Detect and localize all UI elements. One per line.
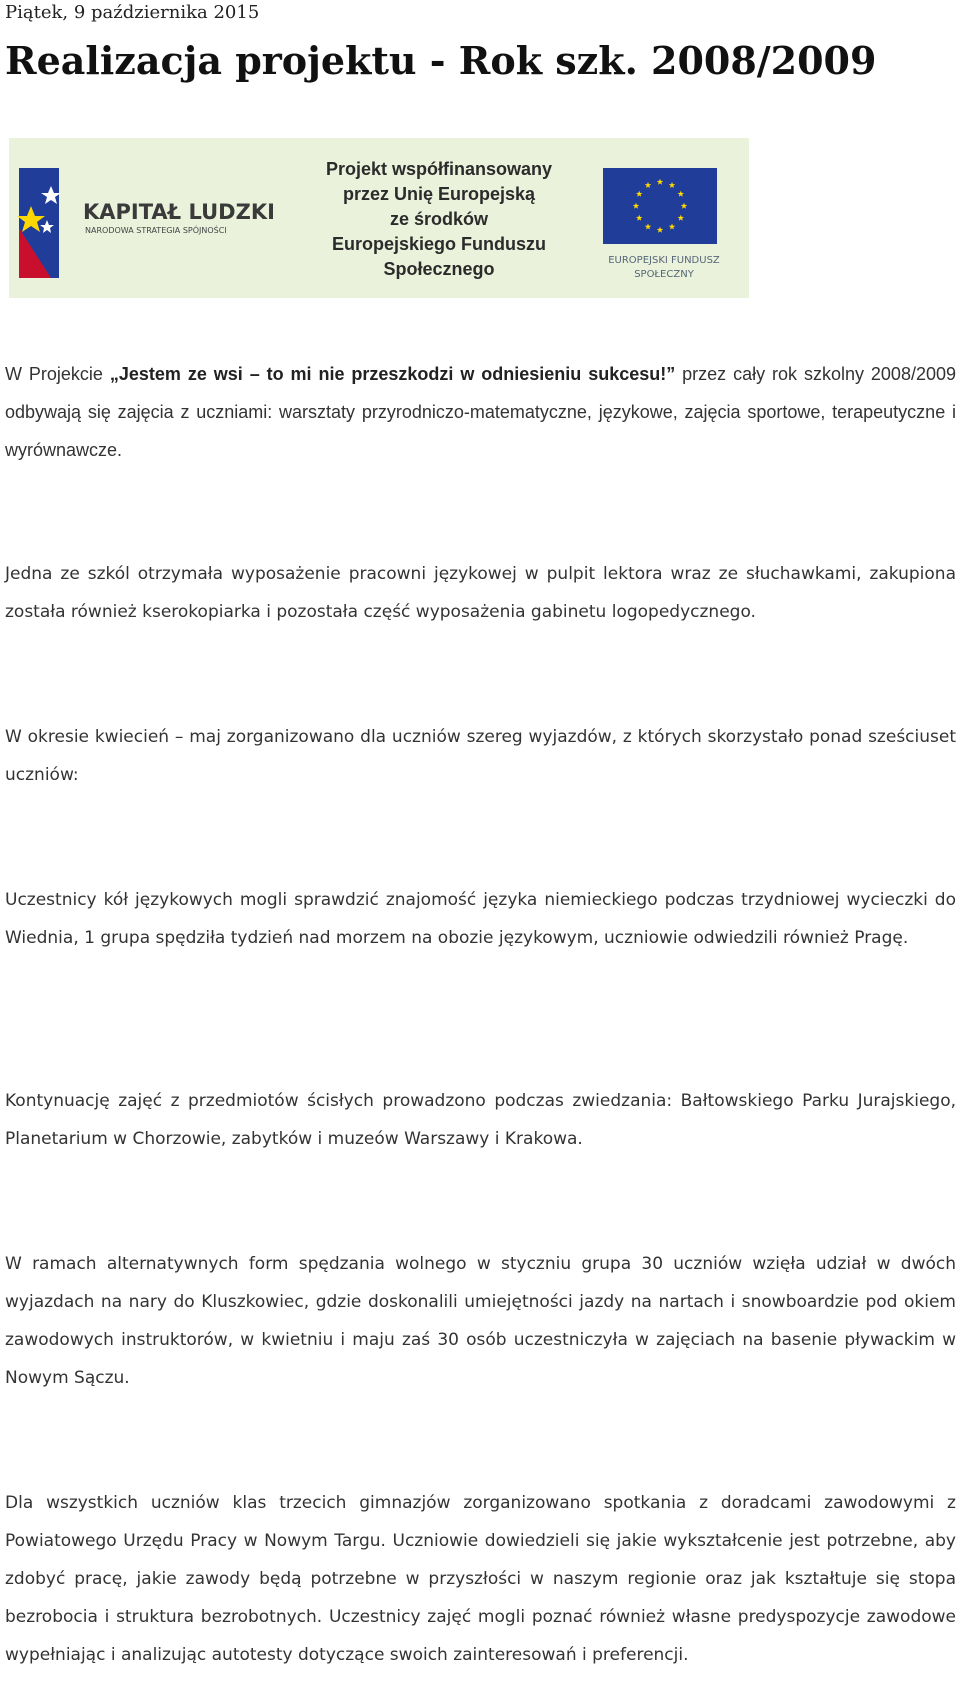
paragraph-science-trips: Kontynuację zajęć z przedmiotów ścisłych prowadzono podczas zwiedzania: Bałtowskiego Parku Jurajskiego, Planetarium w Chorzowie, zabytków i muzeów Warszawy i Krakowa. xyxy=(5,1091,956,1149)
eu-funding-banner xyxy=(9,138,749,298)
paragraph-language-trips: Uczestnicy kół językowych mogli sprawdzić znajomość języka niemieckiego podczas trzydniowej wycieczki do Wiednia, 1 grupa spędziła tydzień nad morzem na obozie językowym, uczniowie odwiedzili również Pragę. xyxy=(5,890,956,948)
publication-date: Piątek, 9 października 2015 xyxy=(5,2,260,23)
intro-text: W Projekcie xyxy=(5,364,110,384)
cofinancing-text xyxy=(294,157,584,282)
cofinancing-line: Projekt współfinansowany xyxy=(325,159,553,179)
kapital-ludzki-title: KAPITAŁ LUDZKI xyxy=(83,200,275,224)
paragraph-career-advice: Dla wszystkich uczniów klas trzecich gimnazjów zorganizowano spotkania z doradcami zawodowymi z Powiatowego Urzędu Pracy w Nowym Targu. Uczniowie dowiedzieli się jakie wykształcenie jest potrzebne, aby zdobyć pracę, jakie zawody będą potrzebne w przyszłości w naszym regionie oraz jak kształtuje się stopa bezrobocia i struktura bezrobotnych. Uczestnicy zajęć mogli poznać również własne predyspozycje zawodowe wypełniając i analizując autotesty dotyczące swoich zainteresowań i preferencji. xyxy=(5,1493,956,1665)
intro-text-continued: przez cały rok szkolny 2008/2009 odbywają się zajęcia z uczniami: warsztaty przyrodniczo-matematyczne, językowe, zajęcia sportowe, terapeutyczne i wyrównawcze. xyxy=(5,364,956,460)
eu-flag-icon xyxy=(603,168,717,244)
cofinancing-line: przez Unię Europejską xyxy=(342,184,536,204)
cofinancing-line: Europejskiego Funduszu xyxy=(331,234,546,254)
kapital-ludzki-subtitle: NARODOWA STRATEGIA SPÓJNOŚCI xyxy=(85,226,227,235)
paragraph-leisure: W ramach alternatywnych form spędzania wolnego w styczniu grupa 30 uczniów wzięła udział w dwóch wyjazdach na nary do Kluszkowiec, gdzie doskonalili umiejętności jazdy na nartach i snowboardzie pod okiem zawodowych instruktorów, w kwietniu i maju zaś 30 osób uczestniczyła w zajęciach na basenie pływackim w Nowym Sączu. xyxy=(5,1254,956,1388)
paragraph-trips: W okresie kwiecień – maj zorganizowano dla uczniów szereg wyjazdów, z których skorzystało ponad sześciuset uczniów: xyxy=(5,727,956,785)
page-title: Realizacja projektu - Rok szk. 2008/2009 xyxy=(5,38,877,83)
project-name: „Jestem ze wsi – to mi nie przeszkodzi w odniesieniu sukcesu!” xyxy=(109,364,676,384)
kapital-ludzki-logo-icon xyxy=(11,168,83,278)
cofinancing-line: ze środków xyxy=(389,209,489,229)
eu-fund-line: EUROPEJSKI FUNDUSZ xyxy=(608,255,720,266)
cofinancing-line: Społecznego xyxy=(383,259,495,279)
eu-fund-caption xyxy=(589,254,739,282)
paragraph-equipment: Jedna ze szkól otrzymała wyposażenie pracowni językowej w pulpit lektora wraz ze słuchawkami, zakupiona została również kserokopiarka i pozostała część wyposażenia gabinetu logopedycznego. xyxy=(5,564,956,622)
paragraph-project-intro xyxy=(5,355,956,469)
eu-fund-line: SPOŁECZNY xyxy=(634,269,694,280)
